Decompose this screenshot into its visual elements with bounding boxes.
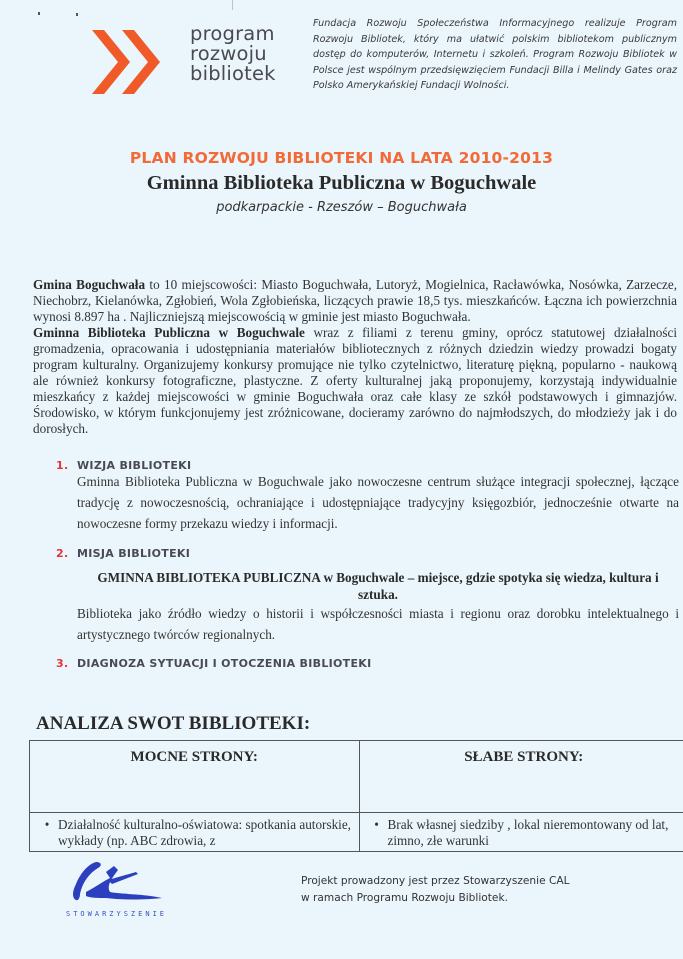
mission-text: Biblioteka jako źródło wiedzy o historii i współczesności miasta i regionu oraz dorobku intelektualnego i artystycznego twórców regionalnych. bbox=[77, 606, 679, 642]
section-heading-diagnosis bbox=[56, 657, 372, 670]
strength-cell bbox=[30, 813, 360, 852]
footer-line: w ramach Programu Rozwoju Bibliotek. bbox=[301, 892, 508, 904]
cal-logo-label: STOWARZYSZENIE bbox=[66, 910, 168, 918]
section-title: WIZJA BIBLIOTEKI bbox=[77, 459, 192, 472]
scan-mark bbox=[76, 13, 78, 16]
scan-mark bbox=[38, 12, 40, 15]
bullet-icon: • bbox=[374, 817, 379, 832]
logo-line: bibliotek bbox=[190, 62, 276, 85]
section-number: 2. bbox=[56, 547, 69, 560]
logo-line: program bbox=[190, 22, 275, 45]
section-number: 3. bbox=[56, 657, 69, 670]
vision-text: Gminna Biblioteka Publiczna w Boguchwale jako nowoczesne centrum służące integracji społecznej, łączące tradycję z nowoczesnością, ochraniające i udostępniające tradycyjny księgozbiór, jednocześnie otwarte na nowoczesne formy przekazu wiedzy i informacji. bbox=[77, 474, 679, 531]
column-header-weaknesses: SŁABE STRONY: bbox=[359, 741, 683, 813]
column-header-strengths: MOCNE STRONY: bbox=[30, 741, 360, 813]
intro-body bbox=[33, 277, 677, 437]
plan-title: PLAN ROZWOJU BIBLIOTEKI NA LATA 2010-2013 bbox=[129, 149, 554, 167]
footer-line: Projekt prowadzony jest przez Stowarzyszenie CAL bbox=[301, 875, 570, 887]
paragraph-text: to 10 miejscowości: Miasto Boguchwała, Lutoryż, Mogielnica, Racławówka, Nosówka, Zarzecze, Niechobrz, Kielanówka, Zgłobień, Wola Zgłobieńska, liczących prawie 18,5 tys. mieszkańców. Łączna ich powierzchnia wynosi 8.897 ha . Najliczniejszą miejscowością w gminie jest miasto Boguchwała. bbox=[33, 277, 677, 324]
table-row bbox=[30, 813, 683, 852]
section-number: 1. bbox=[56, 459, 69, 472]
section-heading-mission bbox=[56, 547, 190, 560]
double-chevron-icon bbox=[92, 30, 172, 94]
paragraph-gmina bbox=[33, 277, 677, 325]
paragraph-text: wraz z filiami z terenu gminy, oprócz statutowej działalności gromadzenia, opracowania i udostępniania materiałów bibliotecznych z różnych dziedzin wiedzy prowadzi bogaty program kulturalny. Organizujemy konkursy promujące nie tylko czytelnictwo, literaturę piękną, popularno - naukową ale również konkursy fotograficzne, plastyczne. Z oferty kulturalnej jaką proponujemy, korzystają indywidualnie mieszkańcy z każdej miejscowości w gminie Boguchwała oraz całe klasy ze szkół podstawowych i gimnazjów. Środowisko, w którym funkcjonujemy jest zróżnicowane, docieramy zarówno do najmłodszych, do młodzieży jak i do dorosłych. bbox=[33, 325, 677, 436]
cal-brush-icon bbox=[66, 858, 186, 908]
section-title: MISJA BIBLIOTEKI bbox=[77, 547, 191, 560]
scan-mark bbox=[232, 0, 233, 10]
footer-note bbox=[301, 873, 570, 907]
logo-line: rozwoju bbox=[190, 42, 267, 65]
weakness-text: Brak własnej siedziby , lokal nieremontowany od lat, zimno, złe warunki bbox=[387, 817, 669, 848]
mission-statement: GMINNA BIBLIOTEKA PUBLICZNA w Boguchwale – miejsce, gdzie spotyka się wiedza, kultura i sztuka. bbox=[97, 570, 659, 602]
region-subtitle: podkarpackie - Rzeszów – Boguchwała bbox=[216, 200, 467, 215]
bold-lead: Gminna Biblioteka Publiczna w Boguchwale bbox=[33, 325, 305, 340]
logo-wordmark bbox=[190, 24, 276, 84]
foundation-intro: Fundacja Rozwoju Społeczeństwa Informacyjnego realizuje Program Rozwoju Bibliotek, który ma ułatwić polskim bibliotekom publicznym dostęp do komputerów, Internetu i szkoleń. Program Rozwoju Bibliotek w Polsce jest wspólnym przedsięwzięciem Fundacji Billa i Melindy Gates oraz Polsko Amerykańskiej Fundacji Wolności. bbox=[313, 18, 677, 91]
paragraph-biblioteka bbox=[33, 325, 677, 437]
section-title: DIAGNOZA SYTUACJI I OTOCZENIA BIBLIOTEKI bbox=[77, 657, 372, 670]
library-title: Gminna Biblioteka Publiczna w Boguchwale bbox=[146, 172, 537, 194]
bullet-icon: • bbox=[44, 817, 50, 832]
swot-table bbox=[29, 740, 683, 852]
weakness-cell bbox=[359, 813, 683, 852]
program-rozwoju-bibliotek-logo bbox=[92, 24, 292, 94]
table-header-row bbox=[30, 741, 683, 813]
cal-logo bbox=[66, 858, 196, 928]
swot-title: ANALIZA SWOT BIBLIOTEKI: bbox=[36, 713, 311, 734]
bold-lead: Gmina Boguchwała bbox=[33, 277, 146, 292]
strength-text: Działalność kulturalno-oświatowa: spotkania autorskie, wykłady (np. ABC zdrowia, z bbox=[58, 817, 351, 848]
